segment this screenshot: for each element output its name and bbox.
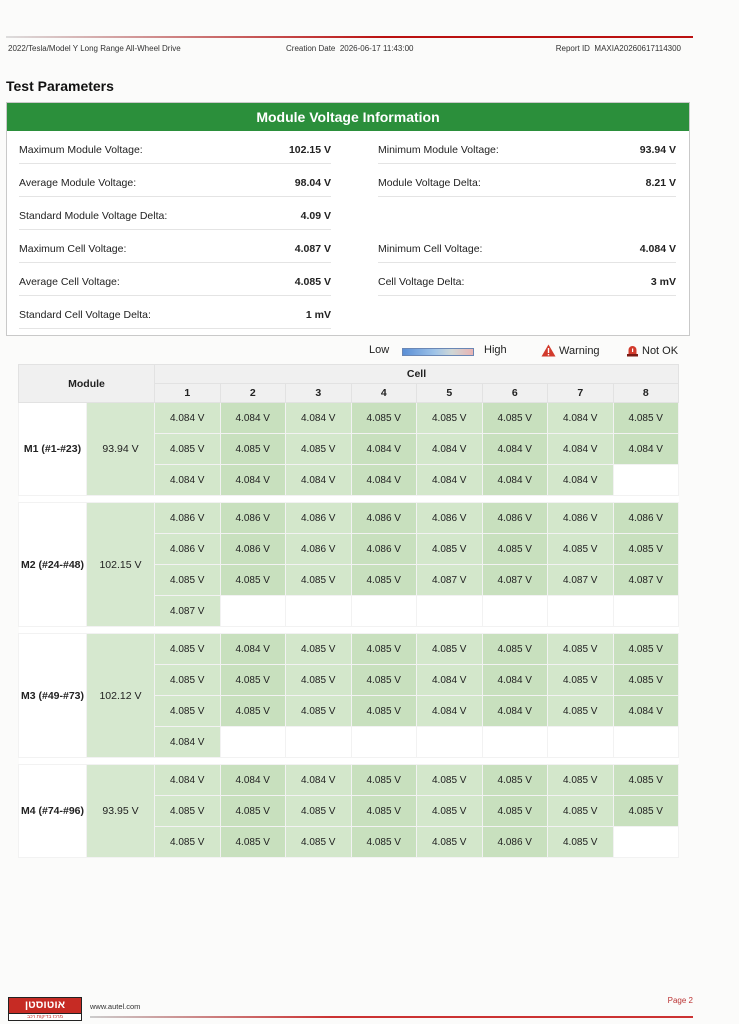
- cell-voltage: 4.085 V: [155, 696, 221, 727]
- cell-voltage: 4.085 V: [548, 827, 614, 858]
- cell-voltage: 4.085 V: [613, 796, 679, 827]
- cell-voltage-table: [18, 364, 679, 858]
- cell-voltage: 4.084 V: [286, 765, 352, 796]
- cell-voltage: 4.085 V: [482, 403, 548, 434]
- cell-voltage: 4.084 V: [155, 465, 221, 496]
- module-separator: [19, 627, 679, 634]
- cell-voltage: 4.084 V: [482, 696, 548, 727]
- cell-voltage: 4.085 V: [613, 403, 679, 434]
- cell-voltage: 4.084 V: [155, 403, 221, 434]
- vehicle-info: 2022/Tesla/Model Y Long Range All-Wheel Drive: [8, 44, 181, 53]
- cell-column-header: 3: [286, 384, 352, 403]
- empty-cell: [417, 727, 483, 758]
- cell-voltage: 4.086 V: [220, 534, 286, 565]
- logo-subtext: מרכז בדיקות רכב: [9, 1013, 81, 1020]
- cell-voltage: 4.085 V: [155, 665, 221, 696]
- cell-voltage: 4.084 V: [417, 465, 483, 496]
- cell-voltage: 4.086 V: [286, 503, 352, 534]
- cell-voltage: 4.085 V: [351, 696, 417, 727]
- cell-voltage: 4.087 V: [155, 596, 221, 627]
- empty-cell: [613, 727, 679, 758]
- cell-voltage: 4.084 V: [613, 434, 679, 465]
- legend-not-ok: [626, 344, 678, 360]
- cell-voltage: 4.085 V: [220, 696, 286, 727]
- cell-voltage: 4.085 V: [155, 796, 221, 827]
- cell-voltage: 4.085 V: [417, 827, 483, 858]
- cell-column-header: 2: [220, 384, 286, 403]
- legend-not-ok-label: Not OK: [642, 345, 679, 357]
- cell-voltage: 4.085 V: [351, 665, 417, 696]
- param-avg-module-voltage: [19, 172, 331, 197]
- footer-url: www.autel.com: [90, 1002, 141, 1011]
- cell-column-header: 8: [613, 384, 679, 403]
- cell-voltage: 4.086 V: [220, 503, 286, 534]
- report-id-label: Report ID: [555, 44, 590, 53]
- cell-voltage: 4.085 V: [286, 634, 352, 665]
- empty-cell: [417, 596, 483, 627]
- empty-cell: [286, 727, 352, 758]
- cell-voltage: 4.085 V: [286, 434, 352, 465]
- param-label: Maximum Module Voltage:: [19, 144, 143, 156]
- param-std-module-voltage-delta: [19, 205, 331, 230]
- cell-voltage: 4.084 V: [548, 465, 614, 496]
- report-header: [8, 44, 681, 58]
- module-voltage-panel: [6, 102, 690, 336]
- param-max-module-voltage: [19, 139, 331, 164]
- cell-voltage: 4.085 V: [482, 534, 548, 565]
- param-value: 1 mV: [305, 309, 331, 321]
- param-label: Standard Module Voltage Delta:: [19, 210, 168, 222]
- module-name: M2 (#24-#48): [19, 503, 87, 627]
- cell-column-header: 1: [155, 384, 221, 403]
- creation-date-value: 2026-06-17 11:43:00: [339, 44, 414, 53]
- separator-cell: [19, 627, 679, 634]
- cell-voltage: 4.084 V: [220, 465, 286, 496]
- cell-voltage: 4.085 V: [548, 665, 614, 696]
- cell-voltage: 4.084 V: [417, 696, 483, 727]
- empty-cell: [351, 596, 417, 627]
- cell-voltage: 4.087 V: [613, 565, 679, 596]
- cell-voltage: 4.086 V: [351, 503, 417, 534]
- param-value: 102.15 V: [288, 144, 331, 156]
- legend-high: High: [484, 344, 507, 356]
- cell-voltage: 4.085 V: [351, 796, 417, 827]
- param-label: Average Cell Voltage:: [19, 276, 120, 288]
- empty-cell: [482, 596, 548, 627]
- alarm-light-icon: [626, 344, 639, 357]
- module-header: Module: [19, 365, 155, 403]
- cell-voltage: 4.086 V: [351, 534, 417, 565]
- creation-date: [286, 44, 414, 53]
- cell-voltage: 4.085 V: [155, 634, 221, 665]
- cell-voltage: 4.084 V: [155, 727, 221, 758]
- logo-text: אוטוסטן: [24, 999, 66, 1011]
- cell-voltage: 4.085 V: [548, 796, 614, 827]
- separator-cell: [19, 758, 679, 765]
- cell-voltage: 4.085 V: [482, 796, 548, 827]
- cell-voltage: 4.085 V: [417, 796, 483, 827]
- module-name: M4 (#74-#96): [19, 765, 87, 858]
- cell-voltage: 4.087 V: [548, 565, 614, 596]
- param-std-cell-voltage-delta: [19, 304, 331, 329]
- table-row: [19, 503, 679, 534]
- cell-voltage: 4.085 V: [351, 403, 417, 434]
- header-rule: [6, 36, 693, 38]
- cell-voltage: 4.084 V: [220, 634, 286, 665]
- module-name: M3 (#49-#73): [19, 634, 87, 758]
- param-label: Cell Voltage Delta:: [378, 276, 465, 288]
- cell-voltage: 4.084 V: [351, 434, 417, 465]
- module-voltage: 102.12 V: [87, 634, 155, 758]
- cell-voltage: 4.087 V: [417, 565, 483, 596]
- empty-cell: [286, 596, 352, 627]
- param-label: Average Module Voltage:: [19, 177, 137, 189]
- cell-voltage: 4.084 V: [482, 465, 548, 496]
- table-row: [19, 403, 679, 434]
- empty-cell: [613, 465, 679, 496]
- empty-cell: [548, 727, 614, 758]
- module-voltage: 93.95 V: [87, 765, 155, 858]
- param-value: 4.085 V: [294, 276, 331, 288]
- cell-voltage: 4.085 V: [548, 634, 614, 665]
- legend-gradient-bar: [402, 348, 474, 356]
- cell-voltage: 4.086 V: [417, 503, 483, 534]
- cell-voltage: 4.084 V: [286, 403, 352, 434]
- param-label: Module Voltage Delta:: [378, 177, 481, 189]
- cell-voltage: 4.087 V: [482, 565, 548, 596]
- module-name: M1 (#1-#23): [19, 403, 87, 496]
- cell-voltage: 4.085 V: [417, 634, 483, 665]
- cell-voltage: 4.085 V: [286, 565, 352, 596]
- cell-voltage: 4.085 V: [220, 434, 286, 465]
- empty-cell: [220, 727, 286, 758]
- report-id: [556, 44, 681, 53]
- empty-cell: [482, 727, 548, 758]
- cell-column-header: 4: [351, 384, 417, 403]
- footer-rule: [90, 1016, 693, 1018]
- cell-voltage: 4.085 V: [613, 665, 679, 696]
- cell-voltage: 4.085 V: [286, 827, 352, 858]
- cell-voltage: 4.085 V: [351, 565, 417, 596]
- cell-header: Cell: [155, 365, 679, 384]
- param-min-cell-voltage: [378, 238, 676, 263]
- cell-voltage: 4.085 V: [613, 634, 679, 665]
- param-label: Standard Cell Voltage Delta:: [19, 309, 151, 321]
- cell-voltage: 4.085 V: [351, 634, 417, 665]
- empty-cell: [548, 596, 614, 627]
- param-cell-voltage-delta: [378, 271, 676, 296]
- param-value: 8.21 V: [645, 177, 676, 189]
- report-id-value: MAXIA20260617114300: [594, 44, 681, 53]
- cell-voltage: 4.086 V: [482, 827, 548, 858]
- param-label: Maximum Cell Voltage:: [19, 243, 127, 255]
- legend-warning: [541, 344, 600, 360]
- cell-voltage: 4.085 V: [351, 827, 417, 858]
- cell-voltage: 4.084 V: [482, 434, 548, 465]
- cell-column-header: 7: [548, 384, 614, 403]
- cell-voltage: 4.086 V: [286, 534, 352, 565]
- cell-voltage: 4.084 V: [286, 465, 352, 496]
- section-title: Test Parameters: [6, 78, 114, 94]
- cell-voltage: 4.085 V: [351, 765, 417, 796]
- cell-voltage: 4.084 V: [482, 665, 548, 696]
- module-voltage: 93.94 V: [87, 403, 155, 496]
- warning-icon: [541, 344, 556, 357]
- cell-voltage: 4.085 V: [286, 665, 352, 696]
- table-row: [19, 634, 679, 665]
- param-value: 4.084 V: [639, 243, 676, 255]
- cell-voltage: 4.084 V: [220, 403, 286, 434]
- table-row: [19, 765, 679, 796]
- cell-voltage: 4.085 V: [155, 565, 221, 596]
- cell-voltage: 4.085 V: [417, 765, 483, 796]
- cell-voltage: 4.085 V: [548, 696, 614, 727]
- param-value: 3 mV: [650, 276, 676, 288]
- module-separator: [19, 758, 679, 765]
- cell-voltage: 4.084 V: [417, 665, 483, 696]
- cell-column-header: 5: [417, 384, 483, 403]
- param-value: 4.087 V: [294, 243, 331, 255]
- param-label: Minimum Cell Voltage:: [378, 243, 483, 255]
- separator-cell: [19, 496, 679, 503]
- cell-voltage: 4.085 V: [286, 796, 352, 827]
- empty-cell: [351, 727, 417, 758]
- cell-voltage: 4.085 V: [220, 827, 286, 858]
- param-value: 98.04 V: [294, 177, 331, 189]
- param-avg-cell-voltage: [19, 271, 331, 296]
- cell-column-header: 6: [482, 384, 548, 403]
- cell-voltage: 4.085 V: [220, 665, 286, 696]
- param-value: 93.94 V: [639, 144, 676, 156]
- param-min-module-voltage: [378, 139, 676, 164]
- module-separator: [19, 496, 679, 503]
- param-label: Minimum Module Voltage:: [378, 144, 499, 156]
- cell-voltage: 4.084 V: [548, 403, 614, 434]
- param-max-cell-voltage: [19, 238, 331, 263]
- page-number: Page 2: [667, 996, 693, 1005]
- module-voltage: 102.15 V: [87, 503, 155, 627]
- creation-date-label: Creation Date: [286, 44, 336, 53]
- cell-voltage: 4.086 V: [548, 503, 614, 534]
- cell-voltage: 4.085 V: [548, 534, 614, 565]
- cell-voltage: 4.085 V: [155, 827, 221, 858]
- cell-voltage: 4.084 V: [548, 434, 614, 465]
- brand-logo: [8, 997, 82, 1021]
- empty-cell: [613, 827, 679, 858]
- empty-cell: [220, 596, 286, 627]
- cell-voltage: 4.085 V: [548, 765, 614, 796]
- cell-voltage: 4.085 V: [613, 765, 679, 796]
- cell-voltage: 4.085 V: [155, 434, 221, 465]
- cell-voltage: 4.086 V: [482, 503, 548, 534]
- param-module-voltage-delta: [378, 172, 676, 197]
- cell-voltage: 4.085 V: [417, 403, 483, 434]
- cell-voltage: 4.084 V: [351, 465, 417, 496]
- cell-voltage: 4.086 V: [155, 534, 221, 565]
- cell-voltage: 4.084 V: [613, 696, 679, 727]
- cell-voltage: 4.084 V: [220, 765, 286, 796]
- legend-low: Low: [369, 344, 390, 356]
- cell-voltage: 4.085 V: [482, 634, 548, 665]
- cell-voltage: 4.086 V: [613, 503, 679, 534]
- cell-voltage: 4.085 V: [417, 534, 483, 565]
- cell-voltage: 4.086 V: [155, 503, 221, 534]
- legend-warning-label: Warning: [559, 345, 600, 357]
- cell-voltage: 4.084 V: [417, 434, 483, 465]
- panel-title: Module Voltage Information: [7, 103, 689, 131]
- cell-voltage: 4.085 V: [482, 765, 548, 796]
- empty-cell: [613, 596, 679, 627]
- cell-voltage: 4.085 V: [286, 696, 352, 727]
- param-value: 4.09 V: [300, 210, 331, 222]
- cell-voltage: 4.085 V: [220, 565, 286, 596]
- cell-voltage: 4.084 V: [155, 765, 221, 796]
- cell-voltage: 4.085 V: [613, 534, 679, 565]
- cell-voltage: 4.085 V: [220, 796, 286, 827]
